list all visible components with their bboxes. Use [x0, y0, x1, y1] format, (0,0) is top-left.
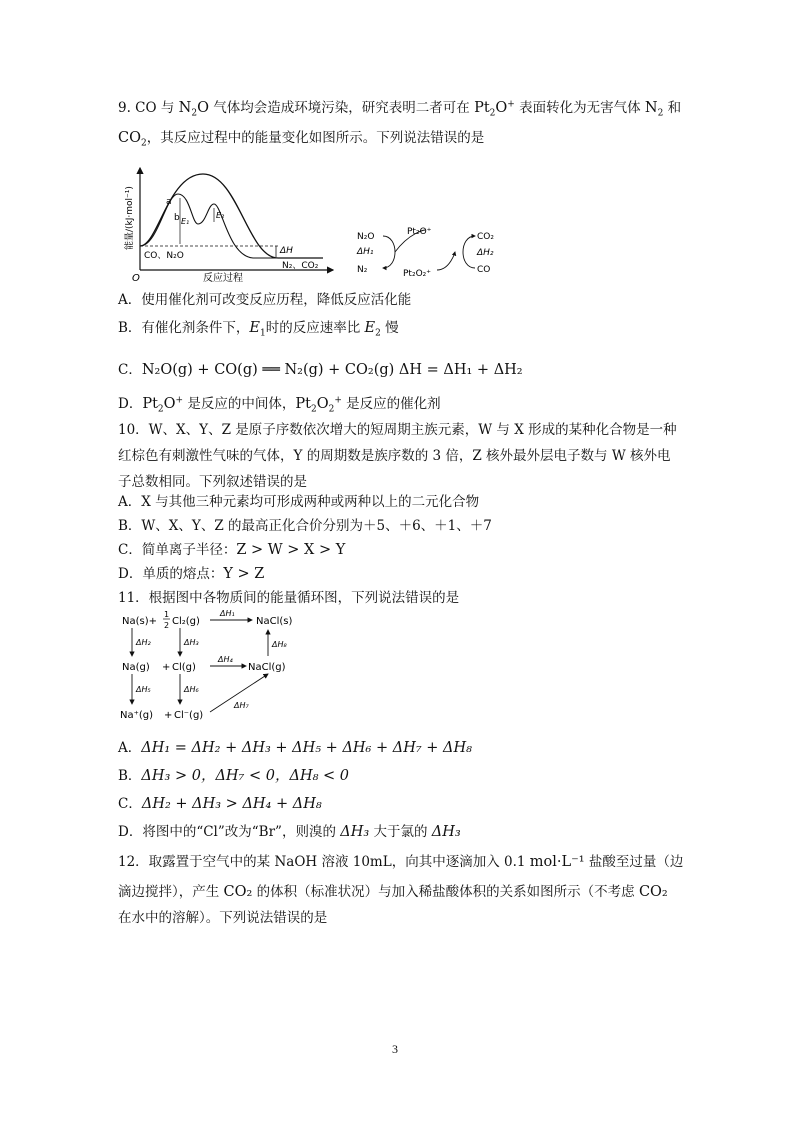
- q9-option-d: D．$Pt_2O^+$ 是反应的中间体，$Pt_2O_2^+$ 是反应的催化剂: [118, 395, 441, 415]
- q11-option-a: A．ΔH₁ = ΔH₂ + ΔH₃ + ΔH₅ + ΔH₆ + ΔH₇ + ΔH₈: [118, 740, 472, 756]
- q11-half-num: 1: [164, 610, 170, 619]
- q9-cycle-pt2o2: Pt₂O₂⁺: [403, 269, 432, 279]
- q11-dh5: ΔH₅: [136, 685, 151, 694]
- q9-cycle-co: CO: [477, 265, 491, 275]
- q11-option-b: B．ΔH₃ > 0，ΔH₇ < 0，ΔH₈ < 0: [118, 768, 349, 784]
- q9-origin-label: O: [132, 273, 140, 284]
- q11-dh4: ΔH₄: [218, 655, 233, 664]
- q11-dh3: ΔH₃: [184, 638, 199, 647]
- q10-option-c: C．简单离子半径：Z > W > X > Y: [118, 542, 346, 558]
- q9-energy-diagram: [118, 160, 338, 285]
- q9-cycle-mid-bottom: [437, 252, 455, 270]
- q9-stem-line2: $CO_2$，其反应过程中的能量变化如图所示。下列说法错误的是: [118, 130, 485, 149]
- q9-dh-label: ΔH: [280, 246, 293, 256]
- q9-cycle-dh2: ΔH₂: [477, 248, 494, 258]
- q11-energy-cycle: [118, 608, 318, 726]
- q11-cl-ion: Cl⁻(g): [174, 710, 204, 721]
- q9-products-label: N₂、CO₂: [282, 261, 319, 271]
- q11-cl-g: Cl(g): [172, 662, 196, 673]
- q9-catalytic-cycle: [355, 222, 505, 282]
- q9-cycle-left-arc: [383, 236, 395, 268]
- q11-stem: 11．根据图中各物质间的能量循环图，下列说法错误的是: [118, 590, 460, 606]
- q9-cycle-dh1: ΔH₁: [357, 247, 374, 257]
- q11-dh1: ΔH₁: [220, 609, 235, 618]
- q11-na-g: Na(g): [122, 662, 150, 673]
- q12-stem-line2: 滴边搅拌），产生 CO₂ 的体积（标准状况）与加入稀盐酸体积的关系如图所示（不考虑 CO₂: [118, 884, 668, 900]
- q9-cycle-pt2o: Pt₂O⁺: [407, 227, 432, 237]
- q9-option-b: B．有催化剂条件下，$E_1$时的反应速率比 $E_2$ 慢: [118, 320, 399, 339]
- q9-cycle-co2: CO₂: [477, 232, 494, 242]
- q9-label-b: b: [174, 213, 180, 223]
- q9-label-e1: E₁: [181, 217, 190, 226]
- q9-option-a: A．使用催化剂可改变反应历程，降低反应活化能: [118, 292, 412, 308]
- q11-dh6: ΔH₆: [184, 685, 199, 694]
- q9-label-a: a: [166, 197, 172, 207]
- q9-xlabel: 反应过程: [203, 273, 243, 284]
- q11-na-ion: Na⁺(g): [120, 710, 154, 721]
- q11-option-c: C．ΔH₂ + ΔH₃ > ΔH₄ + ΔH₈: [118, 796, 322, 812]
- q9-cycle-n2: N₂: [357, 265, 368, 275]
- q11-plus1: +: [162, 662, 171, 673]
- q10-stem: 10．W、X、Y、Z 是原子序数依次增大的短周期主族元素，W 与 X 形成的某种化合物是一种红棕色有刺激性气味的气体，Y 的周期数是族序数的 3 倍，Z 核外最外层电子数与 W 核外电子总数相同。下列叙述错误的是: [118, 422, 677, 490]
- q11-dh8: ΔH₈: [272, 640, 287, 649]
- q11-na-s: Na(s)+: [122, 616, 157, 627]
- q9-ylabel: 能量/(kJ·mol⁻¹): [125, 186, 135, 250]
- q11-half-den: 2: [164, 621, 170, 630]
- q9-option-c: C．N₂O(g) + CO(g) ══ N₂(g) + CO₂(g) ΔH = ΔH₁ + ΔH₂: [118, 362, 523, 378]
- q11-cl2: Cl₂(g): [172, 616, 200, 627]
- q12-stem-line1: 12．取露置于空气中的某 NaOH 溶液 10mL，向其中逐滴加入 0.1 mol·L⁻¹ 盐酸至过量（边: [118, 854, 684, 870]
- q9-label-e2: E₂: [216, 211, 225, 220]
- q11-plus2: +: [164, 710, 173, 721]
- q10-option-d: D．单质的熔点：Y > Z: [118, 566, 265, 582]
- q9-reactants-label: CO、N₂O: [144, 251, 184, 261]
- q10-option-a: A．X 与其他三种元素均可形成两种或两种以上的二元化合物: [118, 494, 480, 510]
- q9-curve-a: [140, 174, 323, 258]
- q9-cycle-n2o: N₂O: [357, 232, 375, 242]
- page-number: 3: [392, 1042, 398, 1056]
- q11-nacl-g: NaCl(g): [248, 662, 286, 673]
- q12-stem-line3: 在水中的溶解）。下列说法错误的是: [118, 910, 328, 926]
- q10-option-b: B．W、X、Y、Z 的最高正化合价分别为＋5、＋6、＋1、＋7: [118, 518, 492, 534]
- q11-option-d: D．将图中的“Cl”改为“Br”，则溴的 ΔH₃ 大于氯的 ΔH₃: [118, 824, 461, 840]
- q9-cycle-right-arc: [463, 236, 475, 268]
- q9-stem-line1: 9. CO 与 $N_2O$ 气体均会造成环境污染，研究表明二者可在 $Pt_2O^+$ 表面转化为无害气体 $N_2$ 和: [118, 99, 682, 119]
- q11-dh2: ΔH₂: [136, 638, 151, 647]
- q11-nacl-s: NaCl(s): [256, 616, 293, 627]
- q11-dh7: ΔH₇: [234, 701, 249, 710]
